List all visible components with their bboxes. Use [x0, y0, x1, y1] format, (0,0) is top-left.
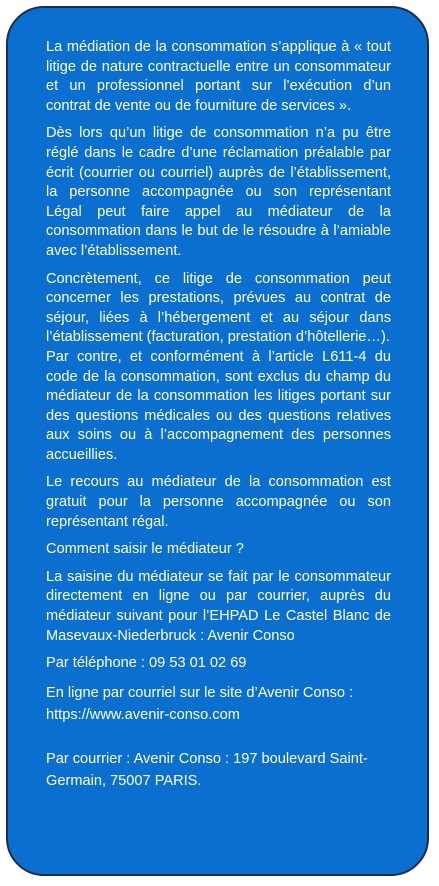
online-contact: En ligne par courriel sur le site d’Avenir Conso : https://www.avenir-conso.com: [46, 684, 354, 723]
paragraph-free-recourse: Le recours au médiateur de la consommation est gratuit pour la personne accompagnée ou son représentant régal.: [46, 474, 391, 530]
paragraph-definition: La médiation de la consommation s’applique à « tout litige de nature contractuelle entre un consommateur et un professionnel portant sur l’exécution d’un contrat de vente ou de fourniture de services ».: [46, 39, 391, 114]
paragraph-referral-method: La saisine du médiateur se fait par le consommateur directement en ligne ou par courrier, auprès du médiateur suivant pour l’EHPAD Le Castel Blanc de Masevaux-Niederbruck : Avenir Conso: [46, 568, 391, 644]
paragraph-recourse-conditions: Dès lors qu’un litige de consommation n’a pu être réglé dans le cadre d’une réclamation préalable par écrit (courrier ou courriel) auprès de l’établissement, la personne accompagnée ou son représentant Légal peut faire appel au médiateur de la consommation dans le but de le résoudre à l’amiable avec l’établissement.: [46, 125, 391, 259]
heading-how-to-refer: Comment saisir le médiateur ?: [46, 541, 244, 558]
paragraph-scope: Concrètement, ce litige de consommation peut concerner les prestations, prévues au contrat de séjour, liées à l’hébergement et au séjour dans l’établissement (facturation, prestation d’hôtellerie…).: [46, 270, 391, 346]
phone-contact: Par téléphone : 09 53 01 02 69: [46, 655, 247, 672]
paragraph-exclusions: Par contre, et conformément à l’article L611-4 du code de la consommation, sont exclus du champ du médiateur de la consommation les litiges portant sur des questions médicales ou des questions relatives aux soins ou à l’accompagnement des personnes accueillies.: [46, 348, 391, 463]
spacer: [46, 734, 391, 748]
postal-contact: Par courrier : Avenir Conso : 197 boulevard Saint-Germain, 75007 PARIS.: [46, 750, 368, 789]
info-panel: [6, 6, 429, 876]
